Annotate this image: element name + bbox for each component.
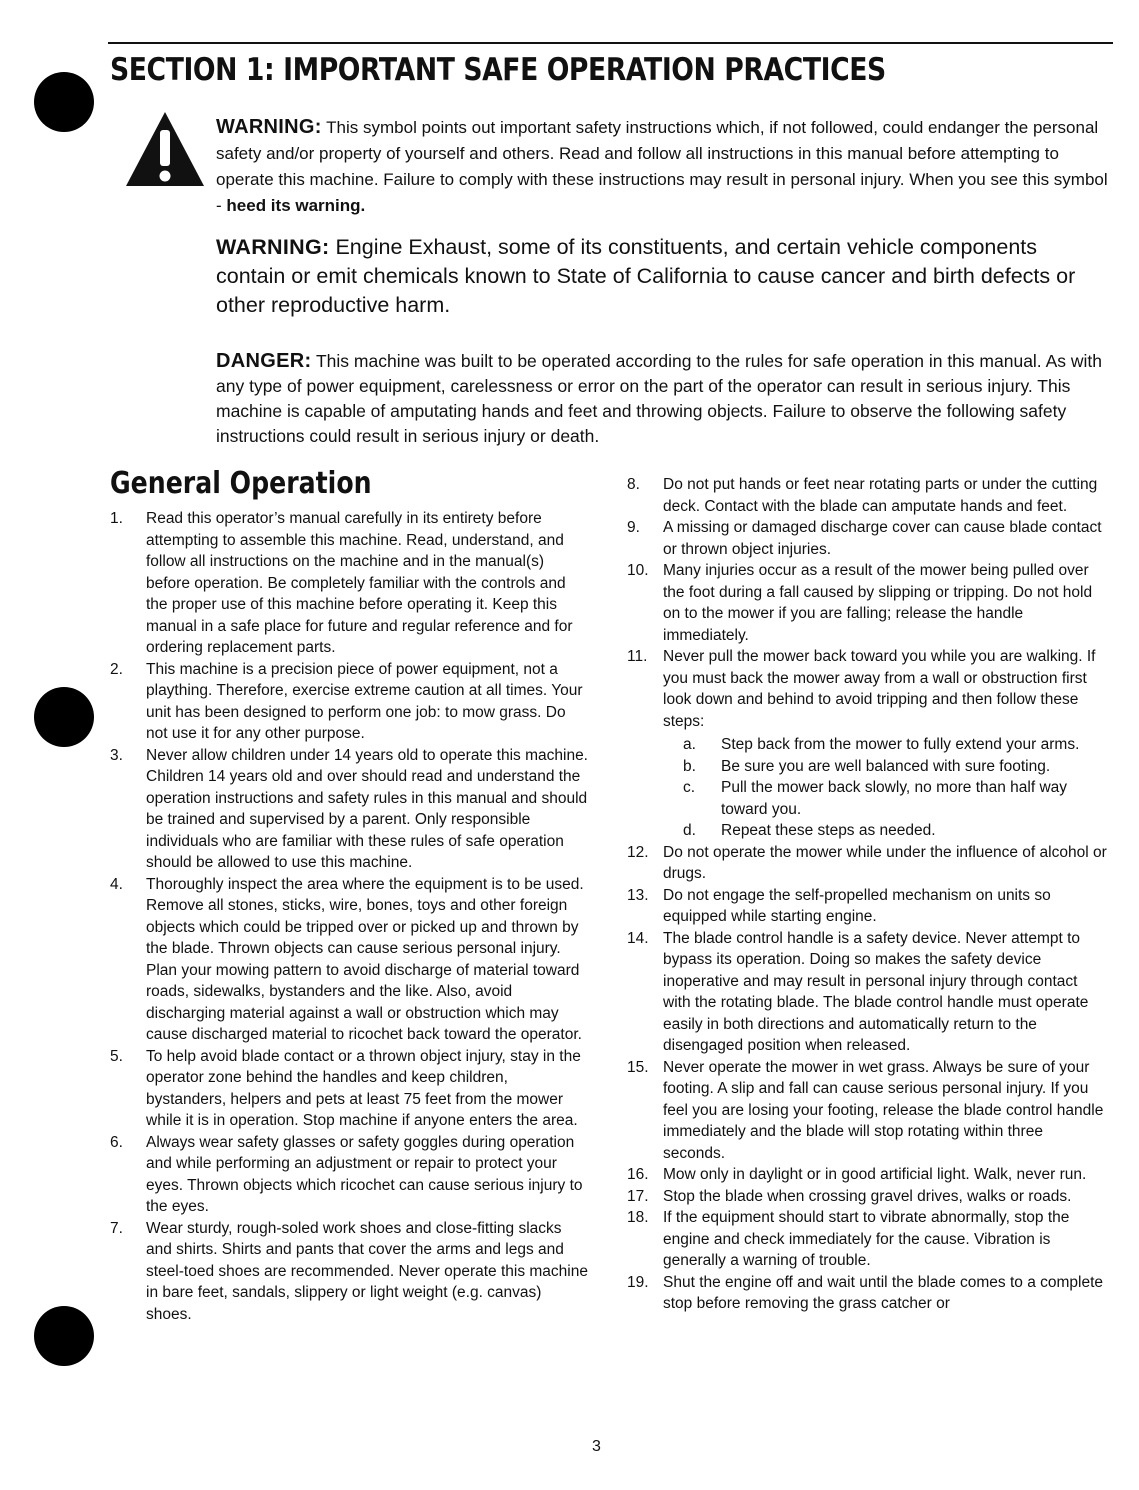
list-item: 10. Many injuries occur as a result of the mower being pulled over the foot during a fall caused by slipping or tripping. Do not hold on to the mower if you are falling; release the handle immediately.: [627, 562, 1093, 644]
sub-list-item: b. Be sure you are well balanced with sure footing.: [683, 757, 1051, 775]
binder-hole-bottom: [34, 1306, 94, 1366]
heed-warning-emphasis: heed its warning.: [226, 196, 366, 215]
warning-label: WARNING:: [216, 116, 322, 138]
list-item: 9. A missing or damaged discharge cover can cause blade contact or thrown object injuries.: [627, 519, 1102, 558]
section-title: SECTION 1: IMPORTANT SAFE OPERATION PRACTICES: [110, 52, 886, 88]
list-item: 3. Never allow children under 14 years old to operate this machine. Children 14 years old and over should read and understand the operation instructions and safety rules in this manual and should be trained and supervised by a parent. Only responsible individuals who are familiar with these rules of safe operation should be allowed to use this machine.: [110, 746, 588, 871]
list-item: 2. This machine is a precision piece of power equipment, not a plaything. Therefore, exercise extreme caution at all times. Your unit has been designed to perform one job: to mow grass. Do not use it for any other purpose.: [110, 660, 583, 742]
list-item: 19. Shut the engine off and wait until the blade comes to a complete stop before removing the grass catcher or: [627, 1273, 1104, 1312]
sub-list-item: d. Repeat these steps as needed.: [683, 822, 936, 839]
sub-list-item: c. Pull the mower back slowly, no more than half way toward you.: [683, 779, 1068, 818]
list-item: 17. Stop the blade when crossing gravel drives, walks or roads.: [627, 1187, 1072, 1205]
general-operation-heading: General Operation: [110, 466, 372, 501]
list-item: 15. Never operate the mower in wet grass. Always be sure of your footing. A slip and fall can cause serious personal injury. If you feel you are losing your footing, release the blade control handle immediately and the blade will stop rotating within three seconds.: [627, 1058, 1104, 1162]
safety-list-right-column: [627, 474, 1107, 1315]
california-warning-notice: [216, 233, 1096, 320]
page-number: 3: [592, 1438, 601, 1455]
binder-hole-middle: [34, 687, 94, 747]
list-item: 14. The blade control handle is a safety device. Never attempt to bypass its operation. Doing so makes the safety device inoperative and may result in personal injury through contact with the rotating blade. The blade control handle must operate easily in both directions and automatically return to the disengaged position when released.: [627, 929, 1089, 1054]
list-item: 11. Never pull the mower back toward you while you are walking. If you must back the mower away from a wall or obstruction first look down and behind to avoid tripping and then follow these steps: a. Step back from the mower to fully extend your arms. b. Be sure you are well balanced with sure footing. c. Pull the mower back slowly, no more than half way toward you. d. Repeat these steps as needed.: [627, 646, 1107, 842]
list-item: 7. Wear sturdy, rough-soled work shoes and close-fitting slacks and shirts. Shirts and pants that cover the arms and legs and steel-toed shoes are recommended. Never operate this machine in bare feet, sandals, slippery or light weight (e.g. canvas) shoes.: [110, 1219, 588, 1323]
top-rule: [108, 42, 1113, 44]
warning-triangle-icon: [124, 110, 206, 188]
list-item: 5. To help avoid blade contact or a thrown object injury, stay in the operator zone behind the handles and keep children, bystanders, helpers and pets at least 75 feet from the mower while it is in operation. Stop machine if anyone enters the area.: [110, 1047, 581, 1129]
california-warning-text: Engine Exhaust, some of its constituents, and certain vehicle components contain or emit chemicals known to State of California to cause cancer and birth defects or other reproductive harm.: [216, 235, 1076, 317]
danger-notice: [216, 349, 1111, 449]
danger-label: DANGER:: [216, 350, 312, 372]
sub-list-item: a. Step back from the mower to fully extend your arms.: [683, 736, 1080, 753]
california-warning-label: WARNING:: [216, 235, 330, 259]
list-item: 1. Read this operator’s manual carefully in its entirety before attempting to assemble this machine. Read, understand, and follow all instructions on the machine and in the manual(s) before operation. Be completely familiar with the controls and the proper use of this machine before operating it. Keep this manual in a safe place for future and regular reference and for ordering replacement parts.: [110, 510, 573, 656]
backing-steps-list: [663, 734, 1107, 842]
list-item: 4. Thoroughly inspect the area where the equipment is to be used. Remove all stones, sticks, wire, bones, toys and other foreign objects which could be tripped over or picked up and thrown by the blade. Thrown objects can cause serious personal injury. Plan your mowing pattern to avoid discharge of material toward roads, sidewalks, bystanders and the like. Also, avoid discharging material against a wall or obstruction which may cause discharged material to ricochet back toward the operator.: [110, 875, 584, 1043]
list-item: 8. Do not put hands or feet near rotating parts or under the cutting deck. Contact with the blade can amputate hands and feet.: [627, 476, 1098, 515]
list-item: 18. If the equipment should start to vibrate abnormally, stop the engine and check immediately for the cause. Vibration is generally a warning of trouble.: [627, 1209, 1070, 1269]
warning-symbol-text: This symbol points out important safety instructions which, if not followed, could endanger the personal safety and/or property of yourself and others. Read and follow all instructions in this manual before attempting to operate this machine. Failure to comply with these instructions may result in personal injury. When you see this symbol -: [216, 118, 1108, 215]
list-item: 6. Always wear safety glasses or safety goggles during operation and while performing an adjustment or repair to protect your eyes. Thrown objects which ricochet can cause serious injury to the eyes.: [110, 1133, 583, 1215]
binder-hole-top: [34, 72, 94, 132]
safety-list-left-column: [110, 508, 590, 1325]
warning-symbol-notice: [216, 114, 1111, 219]
list-item: 16. Mow only in daylight or in good artificial light. Walk, never run.: [627, 1166, 1087, 1183]
list-item: 12. Do not operate the mower while under the influence of alcohol or drugs.: [627, 843, 1107, 882]
danger-text: This machine was built to be operated according to the rules for safe operation in this manual. As with any type of power equipment, carelessness or error on the part of the operator can result in serious injury. This machine is capable of amputating hands and feet and throwing objects. Failure to observe the following safety instructions could result in serious injury or death.: [216, 351, 1102, 446]
list-item: 13. Do not engage the self-propelled mechanism on units so equipped while starting engine.: [627, 886, 1051, 925]
